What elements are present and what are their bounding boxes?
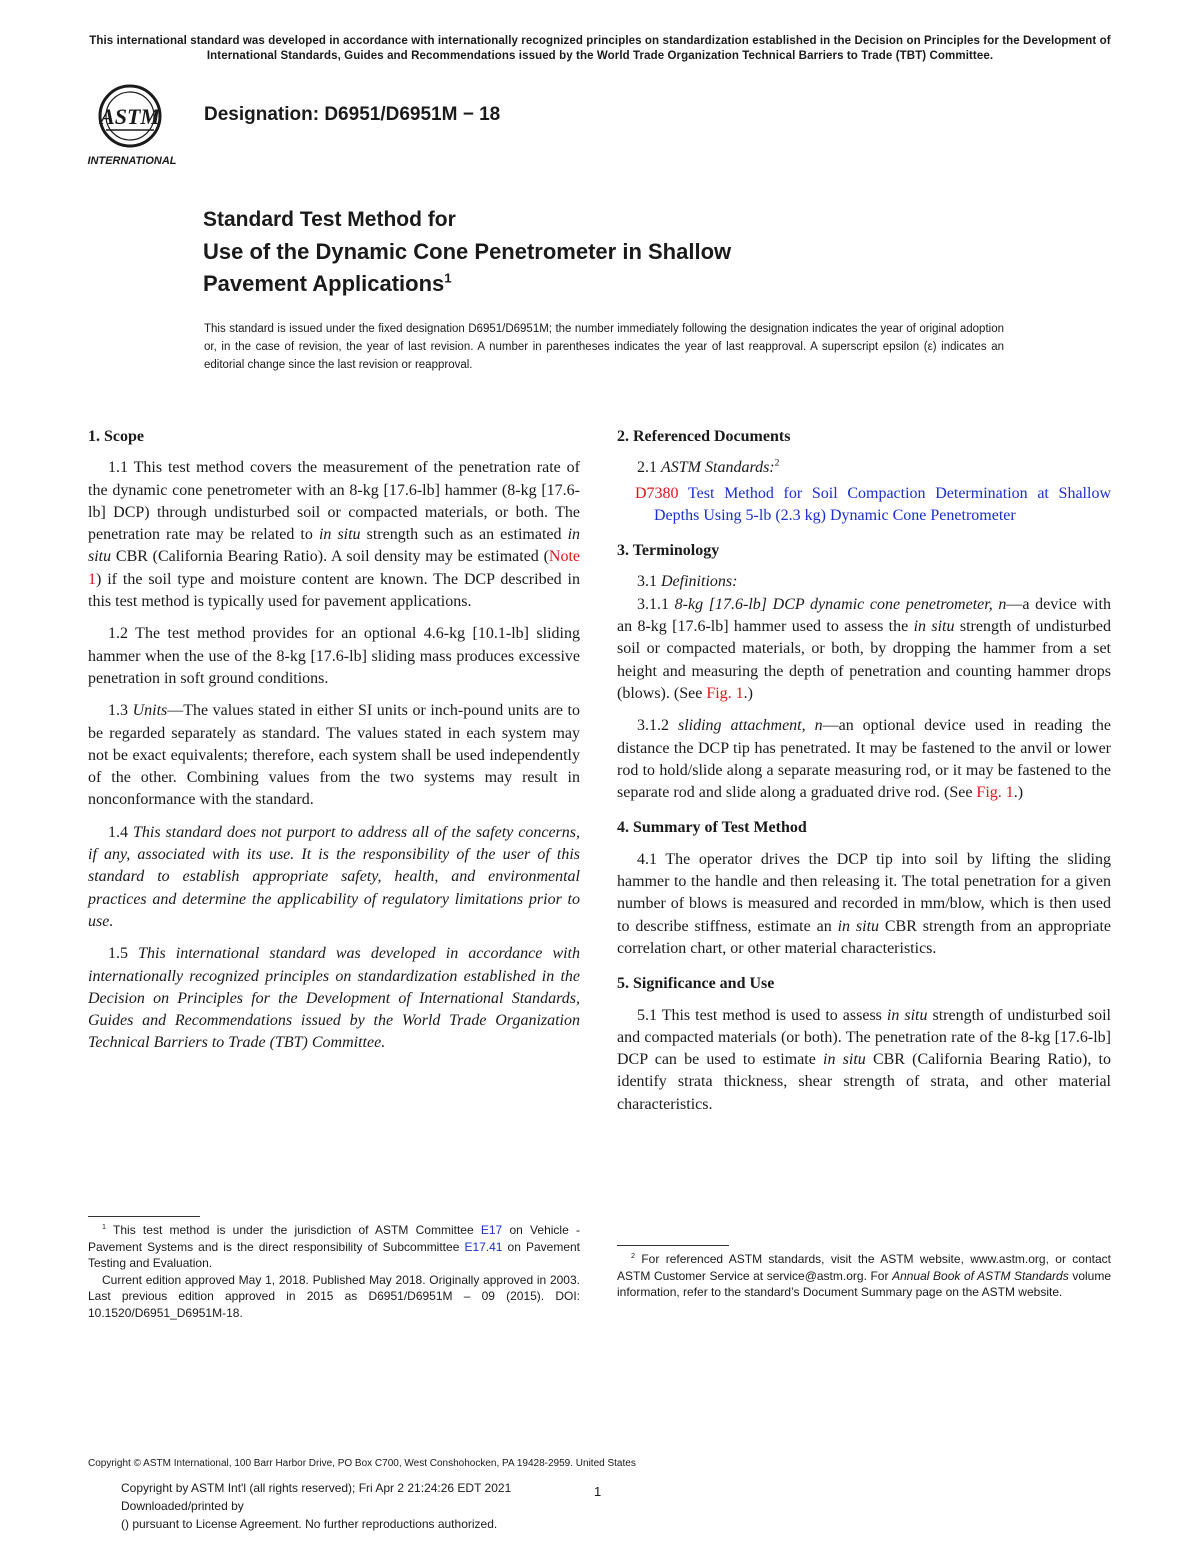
designation: Designation: D6951/D6951M − 18 [204, 104, 501, 125]
e17-41-link[interactable]: E17.41 [464, 1239, 503, 1254]
left-column [88, 426, 580, 1065]
footnote-1 [88, 1216, 580, 1321]
title-footnote-mark: 1 [444, 270, 452, 286]
title-line-1: Standard Test Method for [203, 208, 456, 231]
note-1-link[interactable]: Note 1 [88, 548, 580, 588]
section-heading-summary: 4. Summary of Test Method [617, 819, 807, 837]
ref-d7380-title-link[interactable]: Test Method for Soil Compaction Determination at Shallow Depths Using 5-lb (2.3 kg) Dynamic Cone Penetrometer [654, 484, 1111, 524]
footnote-1-edition: Current edition approved May 1, 2018. Published May 2018. Originally approved in 2003. Last previous edition approved in 2015 as D6951/D6951M – 09 (2015). DOI: 10.1520/D6951_D6951M-18. [88, 1272, 580, 1320]
para-3-1-2: 3.1.2 sliding attachment, n—an optional device used in reading the distance the DCP tip has penetrated. It may be fastened to the anvil or lower rod to hold/slide along a separate measuring rod, or it may be fastened to the separate rod and slide along a graduated drive rod. (See Fig. 1.) [617, 717, 1112, 802]
footnote-2-text: $^2$ For referenced ASTM standards, visit the ASTM website, www.astm.org, or contact ASTM Customer Service at service@astm.org. For Annual Book of ASTM Standards volume information, refer to the standard’s Document Summary page on the ASTM website. [617, 1251, 1111, 1299]
download-stamp [121, 1479, 511, 1533]
issuance-statement: This standard is issued under the fixed designation D6951/D6951M; the number immediately following the designation indicates the year of original adoption or, in the case of revision, the year of last revision. A number in parentheses indicates the year of last reapproval. A superscript epsilon (ε) indicates an editorial change since the last revision or reapproval. [204, 323, 1004, 371]
para-1-4: 1.4 This standard does not purport to address all of the safety concerns, if any, associated with its use. It is the responsibility of the user of this standard to establish appropriate safety, health, and environmental practices and determine the applicability of regulatory limitations prior to use. [88, 823, 581, 930]
footnote-2 [617, 1245, 1111, 1301]
astm-logo-icon [86, 82, 196, 172]
page-number: 1 [594, 1484, 602, 1499]
document-title [203, 204, 1053, 300]
para-3-1-1: 3.1.1 8-kg [17.6-lb] DCP dynamic cone penetrometer, n—a device with an 8-kg [17.6-lb] hammer used to assess the in situ strength of undisturbed soil or compacted materials, or both, by dropping the hammer from a set height and measuring the depth of penetration and counting hammer drops (blows). (See Fig. 1.) [617, 595, 1112, 702]
stamp-line-2: Downloaded/printed by [121, 1499, 244, 1513]
ref-d7380 [617, 483, 1111, 528]
title-line-2: Use of the Dynamic Cone Penetrometer in Shallow [203, 239, 732, 264]
section-heading-scope: 1. Scope [88, 428, 144, 445]
para-1-3: 1.3 Units—The values stated in either SI units or inch-pound units are to be regarded separately as standard. The values stated in each system may not be exact equivalents; therefore, each system shall be used independently of the other. Combining values from the two systems may result in nonconformance with the standard. [88, 702, 580, 809]
logo-subtext: INTERNATIONAL [87, 155, 177, 167]
para-4-1: 4.1 The operator drives the DCP tip into soil by lifting the sliding hammer to the handle and then releasing it. The total penetration for a given number of blows is measured and recorded in mm/blow, which is then used to describe stiffness, estimate an in situ CBR strength from an appropriate correlation chart, or other material characteristics. [617, 850, 1112, 957]
astm-logo [86, 82, 196, 172]
section-heading-terminology: 3. Terminology [617, 542, 720, 560]
logo-text: ASTM [100, 104, 160, 129]
para-3-1: 3.1 Definitions: [637, 573, 738, 591]
para-1-5: 1.5 This international standard was developed in accordance with internationally recognized principles on standardization established in the Decision on Principles for the Development of International Standards, Guides and Recommendations issued by the World Trade Organization Technical Barriers to Trade (TBT) Committee. [88, 945, 581, 1052]
section-heading-referenced: 2. Referenced Documents [617, 428, 791, 445]
footnote-1-text: $^1$ This test method is under the jurisdiction of ASTM Committee E17 on Vehicle - Pavement Systems and is the direct responsibility of Subcommittee E17.41 on Pavement Testing and Evaluation. [88, 1222, 580, 1270]
e17-link[interactable]: E17 [480, 1223, 503, 1237]
fig-1-link-2[interactable]: Fig. 1 [976, 784, 1014, 802]
stamp-line-1: Copyright by ASTM Int'l (all rights reserved); Fri Apr 2 21:24:26 EDT 2021 [121, 1481, 512, 1495]
para-1-1: 1.1 This test method covers the measurement of the penetration rate of the dynamic cone penetrometer with an 8-kg [17.6-lb] hammer (8-kg [17.6-lb] DCP) through undisturbed soil or compacted materials, or both. The penetration rate may be related to in situ strength such as an estimated in situ CBR (California Bearing Ratio). A soil density may be estimated (Note 1) if the soil type and moisture content are known. The DCP described in this test method is typically used for pavement applications. [88, 459, 581, 611]
right-column [617, 426, 1111, 1126]
section-heading-significance: 5. Significance and Use [617, 975, 775, 993]
footnote-rule-2 [617, 1245, 729, 1246]
fig-1-link[interactable]: Fig. 1 [706, 684, 744, 702]
para-1-2: 1.2 The test method provides for an optional 4.6-kg [10.1-lb] sliding hammer when the use of the 8-kg [17.6-lb] sliding mass produces excessive penetration in soft ground conditions. [88, 625, 580, 687]
copyright-line: Copyright © ASTM International, 100 Barr Harbor Drive, PO Box C700, West Conshohocken, PA 19428-2959. United States [88, 1458, 636, 1469]
stamp-line-3: () pursuant to License Agreement. No further reproductions authorized. [121, 1517, 498, 1531]
title-line-3: Pavement Applications$^1$ [203, 270, 452, 296]
para-2-1: 2.1 ASTM Standards:$^2$ [637, 457, 780, 477]
ref-d7380-code-link[interactable]: D7380 [635, 484, 679, 502]
top-notice: This international standard was developed in accordance with internationally recognized principles on standardization established in the Decision on Principles for the Development of International Standards, Guides and Recommendations issued by the World Trade Organization Technical Barriers to Trade (TBT) Committee. [89, 35, 1111, 62]
para-5-1: 5.1 This test method is used to assess in situ strength of undisturbed soil and compacted materials (or both). The penetration rate of the 8-kg [17.6-lb] DCP can be used to estimate in situ CBR (California Bearing Ratio), to identify strata thickness, shear strength of strata, and other material characteristics. [617, 1006, 1112, 1113]
footnote-rule [88, 1216, 200, 1217]
